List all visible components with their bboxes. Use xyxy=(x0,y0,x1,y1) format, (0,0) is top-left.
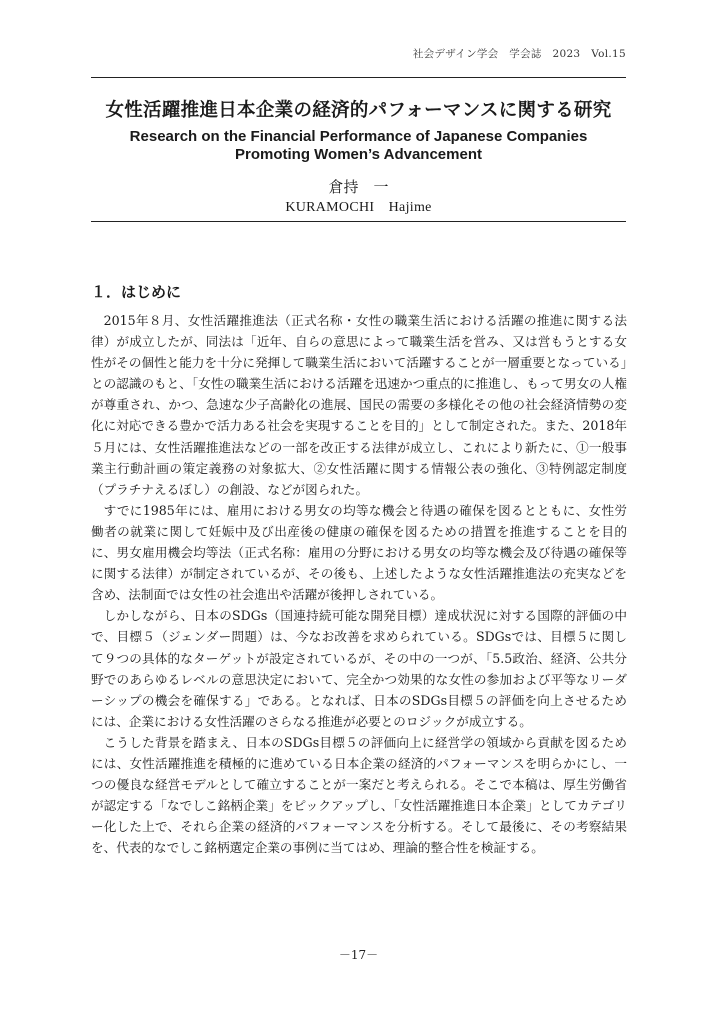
paper-title-japanese: 女性活躍推進日本企業の経済的パフォーマンスに関する研究 xyxy=(105,100,612,121)
paragraph: 2015年８月、女性活躍推進法（正式名称・女性の職業生活における活躍の推進に関する法律）が成立したが、同法は「近年、自らの意思によって職業生活を営み、又は営もうとする女性がその個性と能力を十分に発揮して職業生活において活躍することが一層重要となっている」との認識のもと、「女性の職業生活における活躍を迅速かつ重点的に推進し、もって男女の人権が尊重され、かつ、急速な少子高齢化の進展、国民の需要の多様化その他の社会経済情勢の変化に対応できる豊かで活力ある社会を実現することを目的」として制定された。また、2018年５月には、女性活躍推進法などの一部を改正する法律が成立し、これにより新たに、①一般事業主行動計画の策定義務の対象拡大、②女性活躍に関する情報公表の強化、③特例認定制度（プラチナえるぼし）の創設、などが図られた。 xyxy=(91,313,627,497)
running-head: 社会デザイン学会 学会誌 2023 Vol.15 xyxy=(412,48,626,60)
body-text xyxy=(91,310,627,858)
section-heading: １．はじめに xyxy=(91,283,182,301)
paragraph: こうした背景を踏まえ、日本のSDGs目標５の評価向上に経営学の領域から貢献を図るためには、女性活躍推進を積極的に進めている日本企業の経済的パフォーマンスを明らかにし、一つの優良な経営モデルとして確立することが一案だと考えられる。そこで本稿は、厚生労働省が認定する「なでしこ銘柄企業」をピックアップし、「女性活躍推進日本企業」としてカテゴリー化した上で、それら企業の経済的パフォーマンスを分析する。そして最後に、その考察結果を、代表的なでしこ銘柄選定企業の事例に当てはめ、理論的整合性を検証する。 xyxy=(91,734,627,856)
paragraph: しかしながら、日本のSDGs（国連持続可能な開発目標）達成状況に対する国際的評価の中で、目標５（ジェンダー問題）は、今なお改善を求められている。SDGsでは、目標５に関して９つの具体的なターゲットが設定されているが、その中の一つが、「5.5政治、経済、公共分野でのあらゆるレベルの意思決定において、完全かつ効果的な女性の参加および平等なリーダーシップの機会を確保する」である。となれば、日本のSDGs目標５の評価を向上させるためには、企業における女性活躍のさらなる推進が必要とのロジックが成立する。 xyxy=(91,608,627,729)
author-name-japanese: 倉持 一 xyxy=(328,178,389,196)
paragraph: すでに1985年には、雇用における男女の均等な機会と待遇の確保を図るとともに、女性労働者の就業に関して妊娠中及び出産後の健康の確保を図るための措置を推進することを目的に、男女雇用機会均等法（正式名称：雇用の分野における男女の均等な機会及び待遇の確保等に関する法律）が制定されているが、その後も、上述したような女性活躍推進法の充実などを含め、法制面では女性の社会進出や活躍が後押しされている。 xyxy=(91,502,627,603)
author-name-english: KURAMOCHI Hajime xyxy=(285,200,432,215)
page-number: －17－ xyxy=(338,948,379,962)
top-rule xyxy=(91,77,626,78)
paper-title-english: Research on the Financial Performance of Japanese Companies Promoting Women’s Advancement xyxy=(129,128,588,163)
title-block-rule xyxy=(91,221,626,222)
